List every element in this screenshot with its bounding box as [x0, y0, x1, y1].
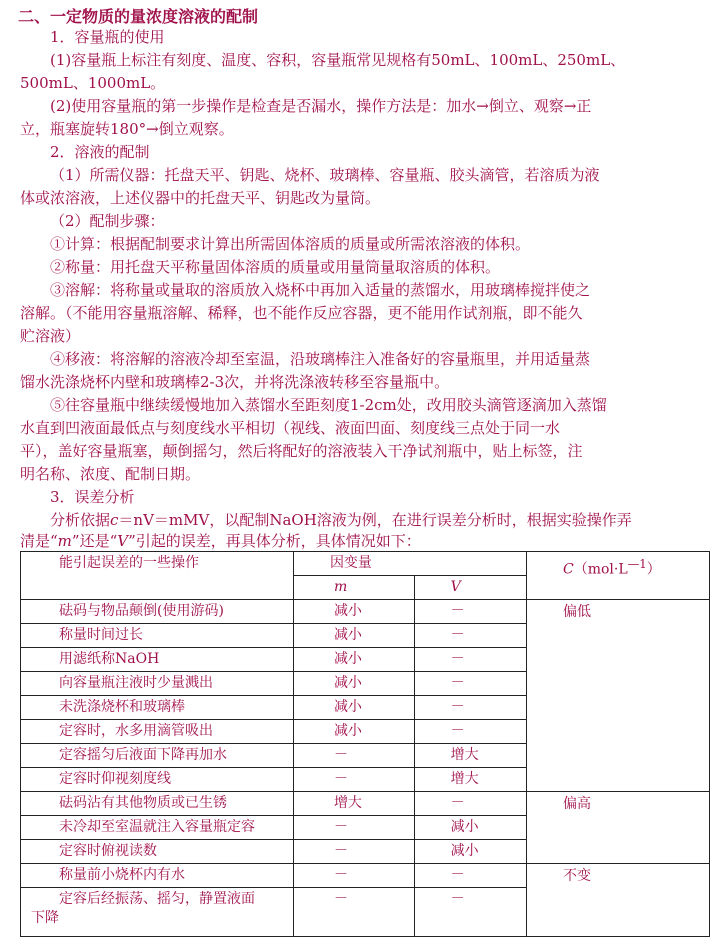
paragraph-text: 清是“ [20, 532, 58, 550]
result-low: 偏低 [526, 600, 709, 792]
operation-cell: 定容摇匀后液面下降再加水 [21, 744, 294, 768]
step-weigh: ②称量：用托盘天平称量固体溶质的质量或用量筒量取溶质的体积。 [50, 258, 501, 276]
formula-symbol: V [117, 532, 129, 550]
m-cell: － [293, 840, 414, 864]
table-row [21, 600, 710, 624]
v-cell: 减小 [414, 840, 526, 864]
operation-cell: 砝码与物品颠倒(使用游码) [21, 600, 294, 624]
paragraph-text: (2)使用容量瓶的第一步操作是检查是否漏水，操作方法是：加水→倒立、观察→正 [50, 97, 592, 115]
operation-text: 下降 [31, 910, 59, 926]
paragraph-text: （2）配制步骤： [50, 212, 165, 230]
table-header-row [21, 552, 710, 576]
m-cell: 减小 [293, 672, 414, 696]
operation-cell: 未冷却至室温就注入容量瓶定容 [21, 816, 294, 840]
table-row [21, 864, 710, 888]
unit-exponent: —1 [627, 557, 647, 571]
v-cell: － [414, 720, 526, 744]
step-calculate: ①计算：根据配制要求计算出所需固体溶质的质量或所需浓溶液的体积。 [50, 235, 531, 253]
m-cell: 减小 [293, 720, 414, 744]
m-cell: 增大 [293, 792, 414, 816]
m-cell: － [293, 768, 414, 792]
formula-symbol: m [57, 532, 72, 550]
paragraph-text: 贮溶液） [20, 327, 81, 345]
operation-cell: 定容时仰视刻度线 [21, 768, 294, 792]
v-cell: － [414, 864, 526, 888]
m-cell: － [293, 864, 414, 888]
paragraph-text: ”还是“ [71, 532, 118, 550]
paragraph-text: （1）所需仪器：托盘天平、钥匙、烧杯、玻璃棒、容量瓶、胶头滴管，若溶质为液 [50, 166, 600, 184]
operation-cell: 用滤纸称NaOH [21, 648, 294, 672]
unit-text: （mol·L [573, 561, 628, 578]
table-row [21, 792, 710, 816]
v-cell: － [414, 624, 526, 648]
m-cell: 减小 [293, 648, 414, 672]
paragraph-text: 分析依据 [50, 511, 111, 529]
v-cell: 增大 [414, 744, 526, 768]
m-cell: 减小 [293, 624, 414, 648]
operation-cell: 未洗涤烧杯和玻璃棒 [21, 696, 294, 720]
paragraph-text: 明名称、浓度、配制日期。 [20, 465, 201, 483]
operation-cell: 砝码沾有其他物质或已生锈 [21, 792, 294, 816]
step-dissolve: ③溶解：将称量或量取的溶质放入烧杯中再加入适量的蒸馏水，用玻璃棒搅拌使之 [50, 281, 591, 299]
operation-cell: 称量时间过长 [21, 624, 294, 648]
operation-cell: 向容量瓶注液时少量溅出 [21, 672, 294, 696]
operation-cell: 称量前小烧杯内有水 [21, 864, 294, 888]
subheading-volumetric-flask: 1．容量瓶的使用 [50, 28, 165, 46]
paragraph-text: 500mL、1000mL。 [20, 74, 166, 92]
paragraph-text: 立，瓶塞旋转180°→倒立观察。 [20, 120, 234, 138]
operation-text: 定容后经振荡、摇匀，静置液面 [59, 891, 255, 907]
v-cell: － [414, 600, 526, 624]
v-cell: － [414, 648, 526, 672]
header-v: V [414, 576, 526, 600]
paragraph-text: ”引起的误差，再具体分析，具体情况如下： [128, 532, 421, 550]
v-cell: － [414, 672, 526, 696]
paragraph-text: ＝nV＝mMV，以配制NaOH溶液为例，在进行误差分析时，根据实验操作弄 [118, 511, 632, 529]
m-cell: － [293, 888, 414, 937]
m-cell: 减小 [293, 600, 414, 624]
result-unchanged: 不变 [526, 864, 709, 937]
v-cell: － [414, 888, 526, 937]
header-variable: 因变量 [293, 552, 526, 576]
step-fill: ⑤往容量瓶中继续缓慢地加入蒸馏水至距刻度1-2cm处，改用胶头滴管逐滴加入蒸馏 [50, 396, 607, 414]
paragraph-text: 体或浓溶液，上述仪器中的托盘天平、钥匙改为量筒。 [20, 189, 381, 207]
unit-text: ） [646, 561, 661, 578]
formula-symbol: C [562, 561, 574, 578]
paragraph-text: 水直到凹液面最低点与刻度线水平相切（视线、液面凹面、刻度线三点处于同一水 [20, 419, 561, 437]
header-m: m [293, 576, 414, 600]
paragraph-text: 溶解。（不能用容量瓶溶解、稀释，也不能作反应容器，更不能用作试剂瓶，即不能久 [20, 304, 583, 322]
header-operations: 能引起误差的一些操作 [21, 552, 294, 600]
paragraph-text: (1)容量瓶上标注有刻度、温度、容积，容量瓶常见规格有50mL、100mL、250mL、 [50, 51, 626, 69]
subheading-error-analysis: 3．误差分析 [50, 488, 135, 506]
m-cell: － [293, 816, 414, 840]
v-cell: － [414, 792, 526, 816]
operation-cell: 定容时，水多用滴管吸出 [21, 720, 294, 744]
v-cell: 减小 [414, 816, 526, 840]
m-cell: － [293, 744, 414, 768]
operation-cell [21, 888, 294, 937]
paragraph-text: 平），盖好容量瓶塞，颠倒摇匀，然后将配好的溶液装入干净试剂瓶中，贴上标签，注 [20, 442, 583, 460]
analysis-basis-line [20, 510, 725, 530]
v-cell: － [414, 696, 526, 720]
subheading-solution-prep: 2．溶液的配制 [50, 143, 150, 161]
m-cell: 减小 [293, 696, 414, 720]
paragraph-text: 馏水洗涤烧杯内壁和玻璃棒2-3次，并将洗涤液转移至容量瓶中。 [20, 373, 450, 391]
section-title: 二、一定物质的量浓度溶液的配制 [18, 7, 259, 26]
step-transfer: ④移液：将溶解的溶液冷却至室温，沿玻璃棒注入准备好的容量瓶里，并用适量蒸 [50, 350, 591, 368]
operation-cell: 定容时俯视读数 [21, 840, 294, 864]
result-high: 偏高 [526, 792, 709, 864]
header-concentration [526, 552, 709, 600]
analysis-cause-line [20, 531, 710, 551]
formula-symbol: c [110, 511, 119, 529]
error-analysis-table [20, 551, 710, 937]
v-cell: 增大 [414, 768, 526, 792]
